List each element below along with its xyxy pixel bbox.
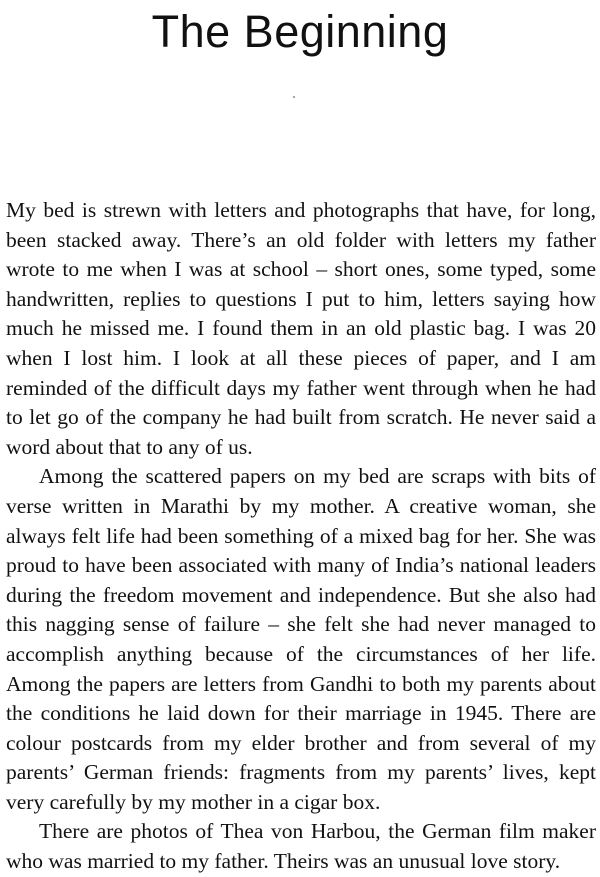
paragraph-1: My bed is strewn with letters and photographs that have, for long, been stacked away. There’s an old folder with letters my father wrote to me when I was at school – short ones, some typed, some handwritten, replies to questions I put to him, letters saying how much he missed me. I found them in an old plastic bag. I was 20 when I lost him. I look at all these pieces of paper, and I am reminded of the difficult days my father went through when he had to let go of the company he had built from scratch. He never said a word about that to any of us. [6,198,596,459]
chapter-body [6,196,596,877]
chapter-title: The Beginning [151,6,449,57]
paragraph-2: Among the scattered papers on my bed are scraps with bits of verse written in Marathi by my mother. A creative woman, she always felt life had been something of a mixed bag for her. She was proud to have been associated with many of India’s national leaders during the freedom movement and independence. But she also had this nagging sense of failure – she felt she had never managed to accomplish anything because of the circumstances of her life. Among the papers are letters from Gandhi to both my parents about the conditions he laid down for their marriage in 1945. There are colour postcards from my elder brother and from several of my parents’ German friends: fragments from my parents’ lives, kept very carefully by my mother in a cigar box. [6,464,596,814]
paper-speck [293,96,295,98]
paragraph-3: There are photos of Thea von Harbou, the German film maker who was married to my father. Theirs was an unusual love story. [6,819,596,874]
